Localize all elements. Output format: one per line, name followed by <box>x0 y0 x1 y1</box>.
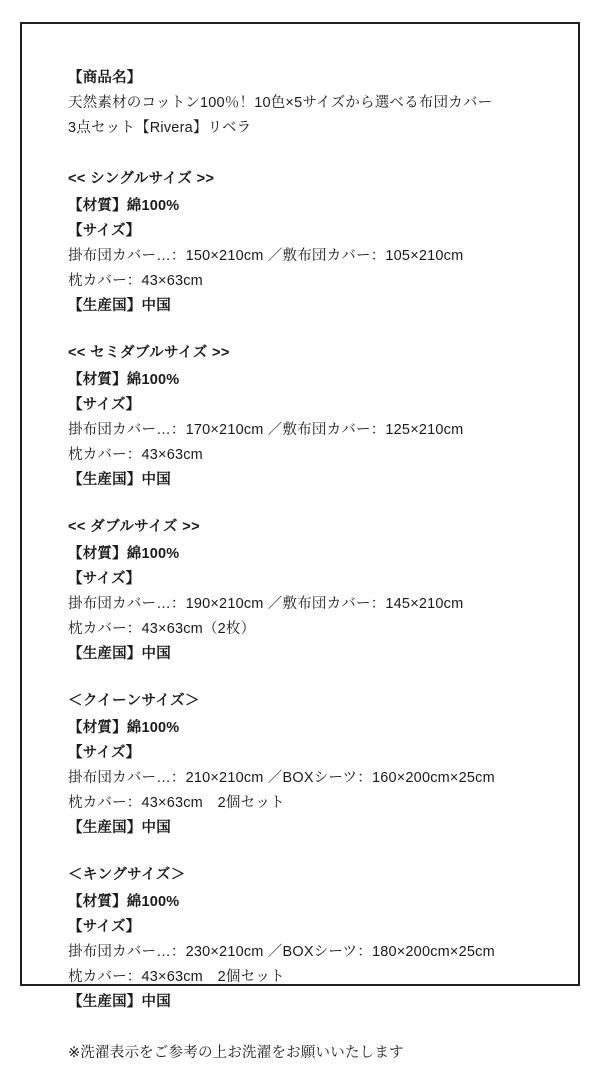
origin-line: 【生産国】中国 <box>68 820 171 836</box>
product-name-line-2: 3点セット【Rivera】リベラ <box>68 120 252 136</box>
pillow-size-line: 枕カバー：43×63cm <box>68 273 203 289</box>
size-section-heading: << シングルサイズ >> <box>68 171 215 187</box>
size-label-line: 【サイズ】 <box>68 919 141 935</box>
size-section-heading: ＜クイーンサイズ＞ <box>68 693 200 709</box>
material-line: 【材質】綿100% <box>68 198 180 214</box>
material-line: 【材質】綿100% <box>68 546 180 562</box>
pillow-size-line: 枕カバー：43×63cm 2個セット <box>68 969 285 985</box>
product-name-block <box>68 66 532 141</box>
size-section-double <box>68 515 532 667</box>
origin-line: 【生産国】中国 <box>68 472 171 488</box>
size-section-king <box>68 863 532 1015</box>
product-name-label: 【商品名】 <box>68 70 142 86</box>
size-section-single <box>68 167 532 319</box>
material-line: 【材質】綿100% <box>68 372 180 388</box>
pillow-size-line: 枕カバー：43×63cm（2枚） <box>68 621 256 637</box>
size-section-semi-double <box>68 341 532 493</box>
cover-size-line: 掛布団カバー…：210×210cm ／BOXシーツ：160×200cm×25cm <box>68 770 495 786</box>
cover-size-line: 掛布団カバー…：150×210cm ／敷布団カバー：105×210cm <box>68 248 464 264</box>
material-line: 【材質】綿100% <box>68 720 180 736</box>
size-label-line: 【サイズ】 <box>68 571 141 587</box>
origin-line: 【生産国】中国 <box>68 298 171 314</box>
cover-size-line: 掛布団カバー…：170×210cm ／敷布団カバー：125×210cm <box>68 422 464 438</box>
size-section-heading: << ダブルサイズ >> <box>68 519 200 535</box>
product-name-line-1: 天然素材のコットン100％！10色×5サイズから選べる布団カバー <box>68 95 493 111</box>
size-section-heading: << セミダブルサイズ >> <box>68 345 230 361</box>
material-line: 【材質】綿100% <box>68 894 180 910</box>
cover-size-line: 掛布団カバー…：190×210cm ／敷布団カバー：145×210cm <box>68 596 464 612</box>
cover-size-line: 掛布団カバー…：230×210cm ／BOXシーツ：180×200cm×25cm <box>68 944 495 960</box>
pillow-size-line: 枕カバー：43×63cm <box>68 447 203 463</box>
origin-line: 【生産国】中国 <box>68 994 171 1010</box>
origin-line: 【生産国】中国 <box>68 646 171 662</box>
size-section-queen <box>68 689 532 841</box>
size-label-line: 【サイズ】 <box>68 745 141 761</box>
pillow-size-line: 枕カバー：43×63cm 2個セット <box>68 795 285 811</box>
size-label-line: 【サイズ】 <box>68 397 141 413</box>
size-label-line: 【サイズ】 <box>68 223 141 239</box>
spec-frame <box>20 22 580 1061</box>
washing-note: ※洗濯表示をご参考の上お洗濯をお願いいたします <box>68 1045 404 1061</box>
size-section-heading: ＜キングサイズ＞ <box>68 867 186 883</box>
